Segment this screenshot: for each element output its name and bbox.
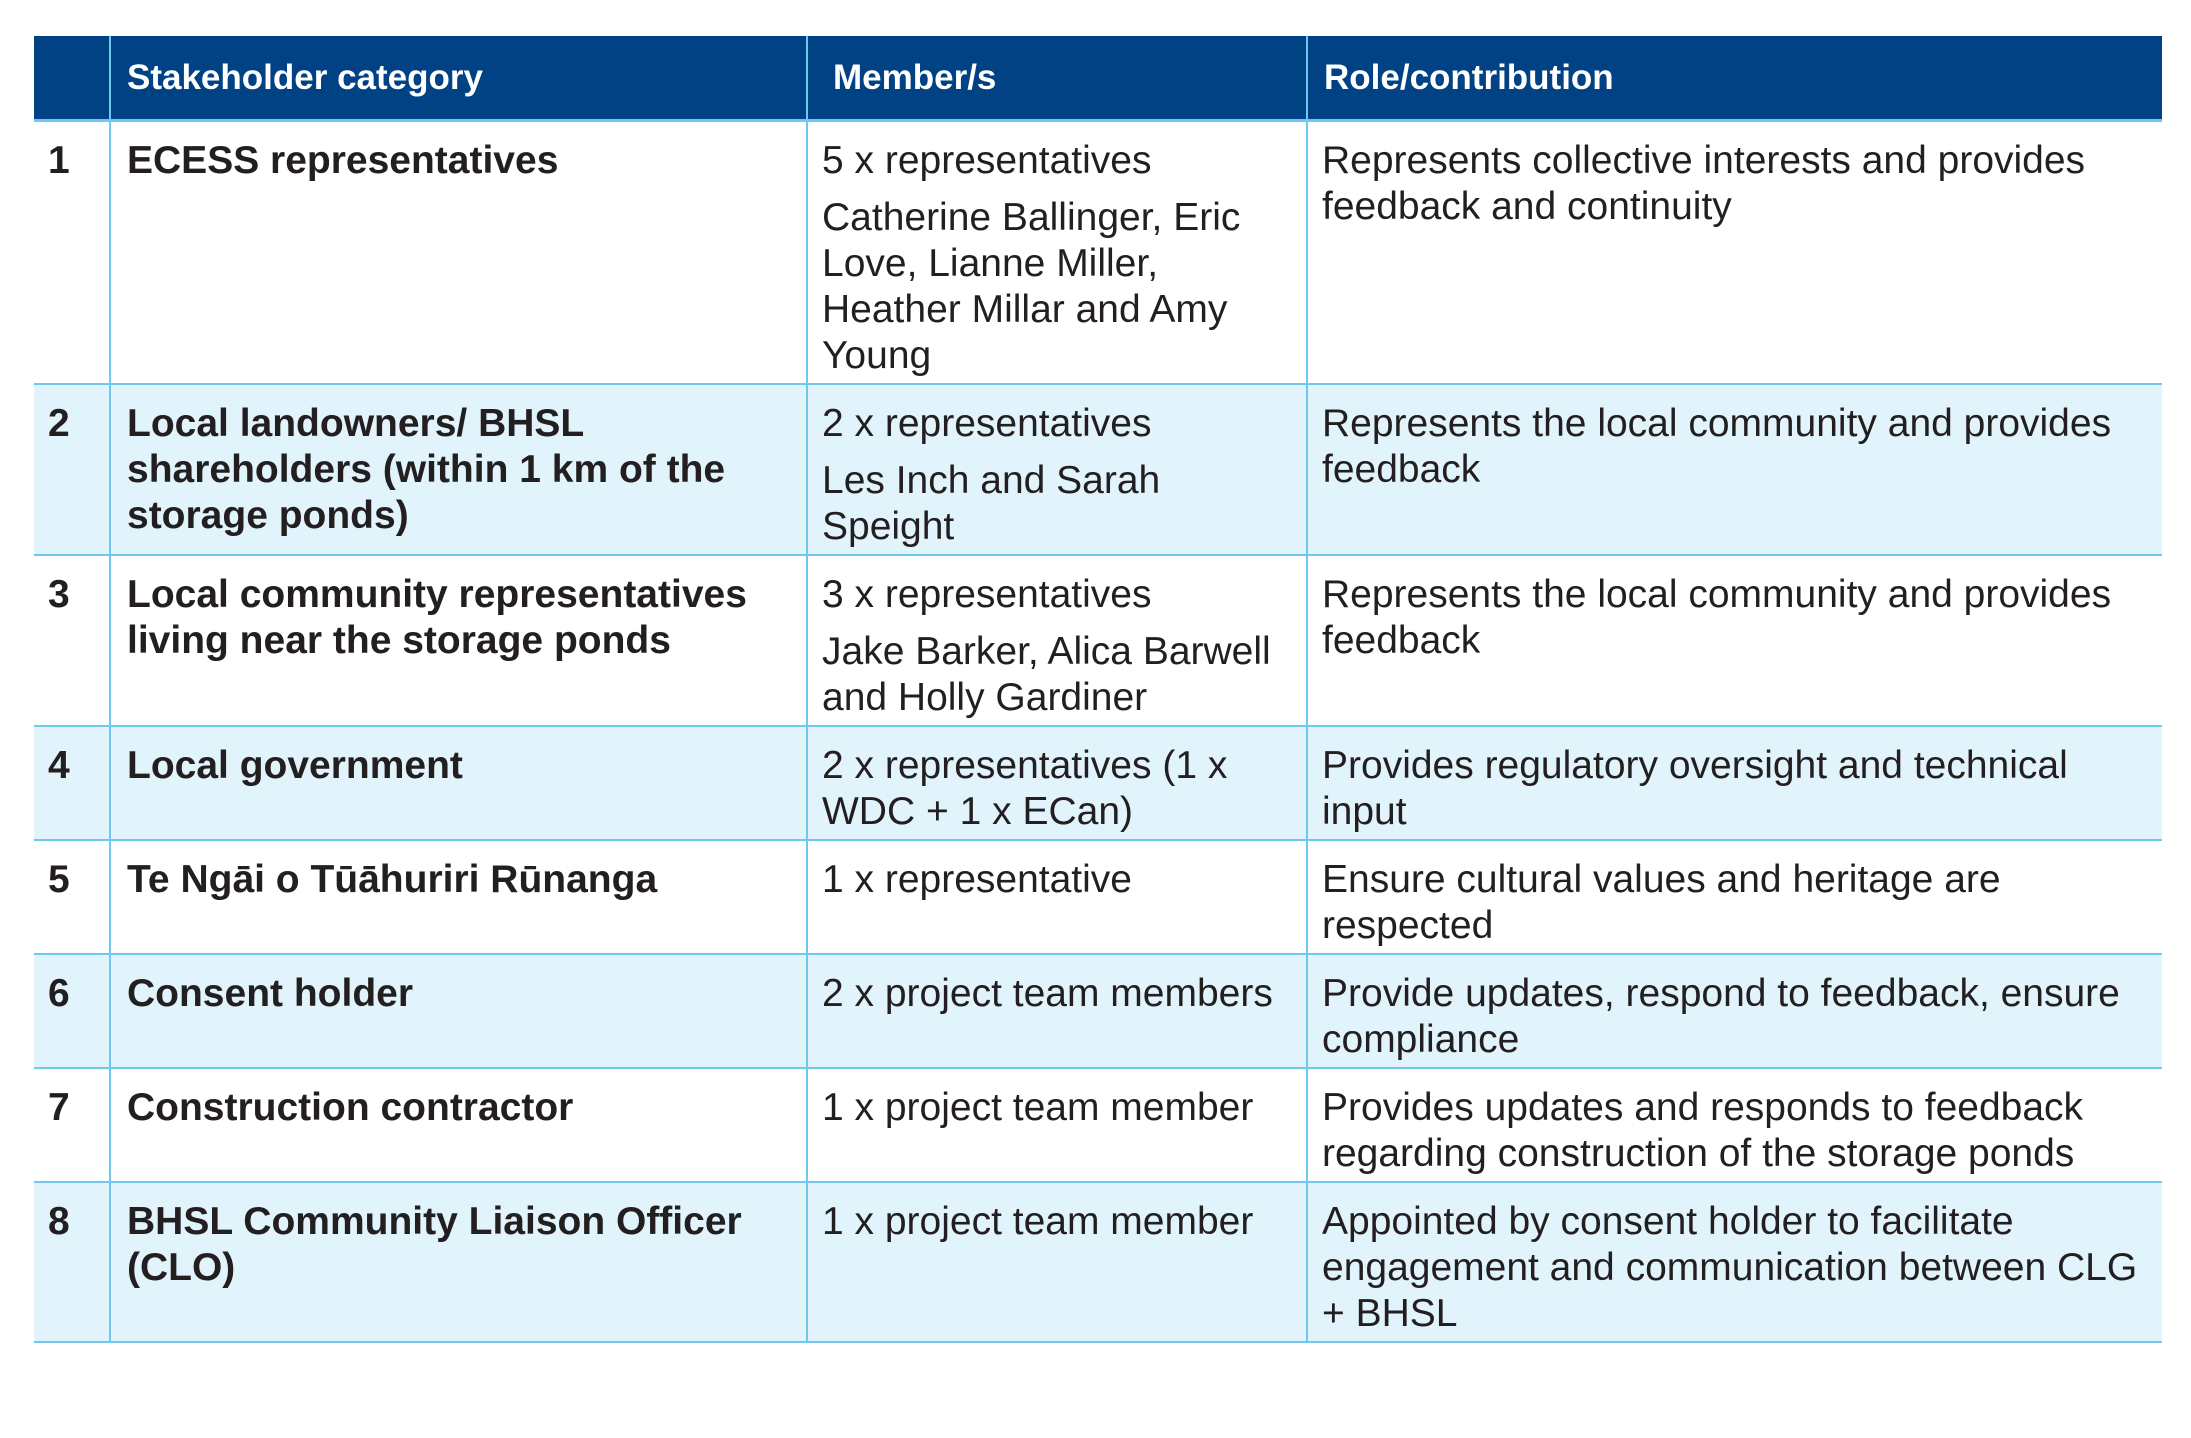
members-cell — [807, 954, 1307, 1068]
role-contribution: Appointed by consent holder to facilitate engagement and communication between CLG + BHSL — [1307, 1182, 2162, 1342]
members-cell — [807, 1068, 1307, 1182]
member-names: Les Inch and Sarah Speight — [822, 459, 1161, 548]
row-number: 7 — [34, 1068, 110, 1182]
stakeholder-category: Local landowners/ BHSL shareholders (within 1 km of the storage ponds) — [110, 384, 807, 555]
header-num — [34, 36, 110, 121]
table-row — [34, 384, 2162, 555]
member-count: 2 x representatives — [822, 402, 1152, 445]
header-row — [34, 36, 2162, 121]
member-count: 1 x project team member — [822, 1200, 1254, 1243]
header-stakeholder-category: Stakeholder category — [110, 36, 807, 121]
table-header — [34, 36, 2162, 121]
table-row — [34, 555, 2162, 726]
row-number: 1 — [34, 121, 110, 385]
stakeholder-category: Local community representatives living near the storage ponds — [110, 555, 807, 726]
row-number: 6 — [34, 954, 110, 1068]
member-count: 3 x representatives — [822, 573, 1152, 616]
members-cell — [807, 1182, 1307, 1342]
stakeholder-category: ECESS representatives — [110, 121, 807, 385]
table-row — [34, 840, 2162, 954]
table-row — [34, 726, 2162, 840]
role-contribution: Provides regulatory oversight and technical input — [1307, 726, 2162, 840]
role-contribution: Ensure cultural values and heritage are respected — [1307, 840, 2162, 954]
role-contribution: Represents collective interests and provides feedback and continuity — [1307, 121, 2162, 385]
role-contribution: Provide updates, respond to feedback, ensure compliance — [1307, 954, 2162, 1068]
stakeholder-category: Local government — [110, 726, 807, 840]
role-contribution: Provides updates and responds to feedback regarding construction of the storage ponds — [1307, 1068, 2162, 1182]
member-count: 2 x project team members — [822, 972, 1273, 1015]
table-row — [34, 954, 2162, 1068]
row-number: 4 — [34, 726, 110, 840]
stakeholder-category: BHSL Community Liaison Officer (CLO) — [110, 1182, 807, 1342]
table-body — [34, 121, 2162, 1343]
member-count: 2 x representatives (1 x WDC + 1 x ECan) — [822, 744, 1228, 833]
stakeholder-category: Te Ngāi o Tūāhuriri Rūnanga — [110, 840, 807, 954]
member-count: 5 x representatives — [822, 139, 1152, 182]
row-number: 2 — [34, 384, 110, 555]
table-row — [34, 1068, 2162, 1182]
stakeholder-category: Construction contractor — [110, 1068, 807, 1182]
member-count: 1 x representative — [822, 858, 1133, 901]
table-row — [34, 1182, 2162, 1342]
role-contribution: Represents the local community and provides feedback — [1307, 555, 2162, 726]
members-cell — [807, 384, 1307, 555]
row-number: 8 — [34, 1182, 110, 1342]
role-contribution: Represents the local community and provides feedback — [1307, 384, 2162, 555]
member-names: Jake Barker, Alica Barwell and Holly Gardiner — [822, 630, 1271, 719]
member-names: Catherine Ballinger, Eric Love, Lianne Miller, Heather Millar and Amy Young — [822, 196, 1241, 377]
members-cell — [807, 555, 1307, 726]
row-number: 3 — [34, 555, 110, 726]
members-cell — [807, 121, 1307, 385]
member-count: 1 x project team member — [822, 1086, 1254, 1129]
members-cell — [807, 726, 1307, 840]
members-cell — [807, 840, 1307, 954]
stakeholder-category: Consent holder — [110, 954, 807, 1068]
header-members: Member/s — [807, 36, 1307, 121]
stakeholder-table — [34, 36, 2162, 1343]
header-role-contribution: Role/contribution — [1307, 36, 2162, 121]
table-row — [34, 121, 2162, 385]
row-number: 5 — [34, 840, 110, 954]
